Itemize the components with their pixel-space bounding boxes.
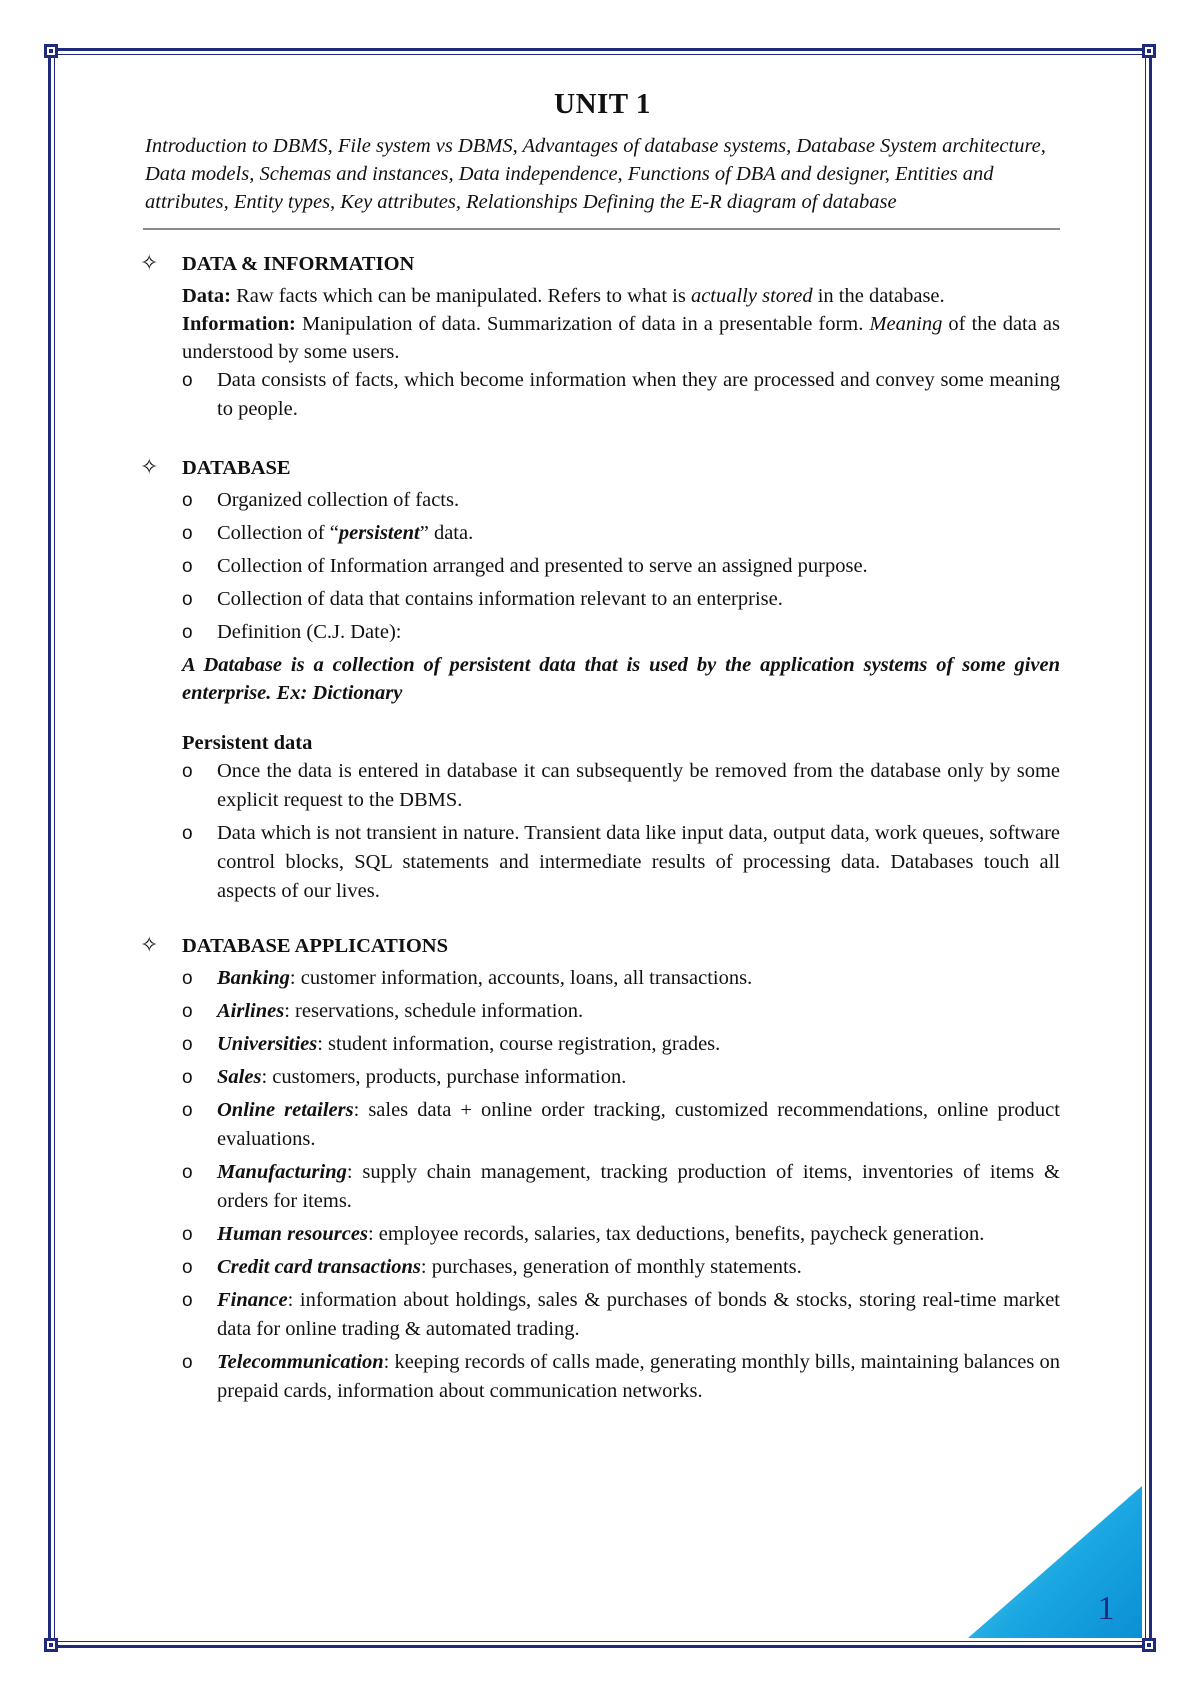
list-item: o Definition (C.J. Date):: [182, 618, 1060, 647]
circle-bullet-icon: o: [182, 1224, 193, 1245]
circle-bullet-icon: o: [182, 556, 193, 577]
circle-bullet-icon: o: [182, 1100, 193, 1121]
circle-bullet-icon: o: [182, 1290, 193, 1311]
information-definition: Information: Manipulation of data. Summarization of data in a presentable form. Meaning of the data as understood by some users.: [182, 313, 1061, 363]
circle-bullet-icon: o: [182, 523, 193, 544]
circle-bullet-icon: o: [182, 622, 193, 643]
diamond-star-icon: ✧: [140, 454, 159, 479]
page-number: 1: [1097, 1590, 1115, 1627]
circle-bullet-icon: o: [182, 823, 193, 844]
data-definition: Data: Raw facts which can be manipulated. Refers to what is actually stored in the database.: [182, 285, 945, 307]
circle-bullet-icon: o: [182, 1257, 193, 1278]
list-item: o Once the data is entered in database it can subsequently be removed from the database only by some explicit request to the DBMS.: [182, 757, 1060, 815]
list-item: o Collection of data that contains information relevant to an enterprise.: [182, 585, 1060, 614]
circle-bullet-icon: o: [182, 370, 193, 391]
list-item: o Banking: customer information, accounts, loans, all transactions.: [182, 964, 1060, 993]
circle-bullet-icon: o: [182, 1034, 193, 1055]
database-list: [182, 486, 1060, 647]
list-item: o Online retailers: sales data + online order tracking, customized recommendations, online product evaluations.: [182, 1096, 1060, 1154]
circle-bullet-icon: o: [182, 1352, 193, 1373]
list-item: o Collection of Information arranged and presented to serve an assigned purpose.: [182, 552, 1060, 581]
section-database-applications: [140, 932, 1060, 1406]
corner-ornament-icon: [44, 1638, 58, 1652]
circle-bullet-icon: o: [182, 1162, 193, 1183]
circle-bullet-icon: o: [182, 490, 193, 511]
corner-ornament-icon: [1142, 1638, 1156, 1652]
circle-bullet-icon: o: [182, 1001, 193, 1022]
list-item: o Finance: information about holdings, sales & purchases of bonds & stocks, storing real-time market data for online trading & automated trading.: [182, 1286, 1060, 1344]
list-item: o Sales: customers, products, purchase information.: [182, 1063, 1060, 1092]
corner-ornament-icon: [44, 44, 58, 58]
applications-list: [182, 964, 1060, 1406]
list-item: o Data consists of facts, which become information when they are processed and convey some meaning to people.: [182, 366, 1060, 424]
circle-bullet-icon: o: [182, 589, 193, 610]
circle-bullet-icon: o: [182, 968, 193, 989]
diamond-star-icon: ✧: [140, 250, 159, 275]
list-item: o Airlines: reservations, schedule information.: [182, 997, 1060, 1026]
list-item: o Universities: student information, course registration, grades.: [182, 1030, 1060, 1059]
list-item: o Collection of “persistent” data.: [182, 519, 1060, 548]
section-data-information: [140, 250, 1061, 424]
topics-summary: Introduction to DBMS, File system vs DBMS, Advantages of database systems, Database System architecture, Data models, Schemas and instances, Data independence, Functions of DBA and designer, Entities and attributes, Entity types, Key attributes, Relationships Defining the E-R diagram of database: [145, 135, 1046, 213]
list-item: o Data which is not transient in nature. Transient data like input data, output data, work queues, software control blocks, SQL statements and intermediate results of processing data. Databases touch all aspects of our lives.: [182, 819, 1060, 906]
list-item: o Organized collection of facts.: [182, 486, 1060, 515]
list-item: o Manufacturing: supply chain management, tracking production of items, inventories of items & orders for items.: [182, 1158, 1060, 1216]
persistent-data-heading: Persistent data: [182, 732, 313, 754]
data-info-list: [182, 366, 1060, 424]
section-heading: ✧ DATABASE APPLICATIONS: [140, 932, 448, 957]
section-database: [140, 454, 1060, 906]
list-item: o Telecommunication: keeping records of calls made, generating monthly bills, maintaining balances on prepaid cards, information about communication networks.: [182, 1348, 1060, 1406]
document-body: [140, 84, 1061, 1410]
list-item: o Human resources: employee records, salaries, tax deductions, benefits, paycheck generation.: [182, 1220, 1060, 1249]
divider: [143, 228, 1060, 230]
persistent-data-list: [182, 757, 1060, 906]
database-definition: A Database is a collection of persistent data that is used by the application systems of some given enterprise. Ex: Dictionary: [182, 654, 1060, 704]
circle-bullet-icon: o: [182, 1067, 193, 1088]
section-heading: ✧ DATABASE: [140, 454, 291, 479]
circle-bullet-icon: o: [182, 761, 193, 782]
list-item: o Credit card transactions: purchases, generation of monthly statements.: [182, 1253, 1060, 1282]
section-heading: ✧ DATA & INFORMATION: [140, 250, 415, 275]
unit-title: UNIT 1: [554, 88, 651, 120]
corner-ornament-icon: [1142, 44, 1156, 58]
diamond-star-icon: ✧: [140, 932, 159, 957]
